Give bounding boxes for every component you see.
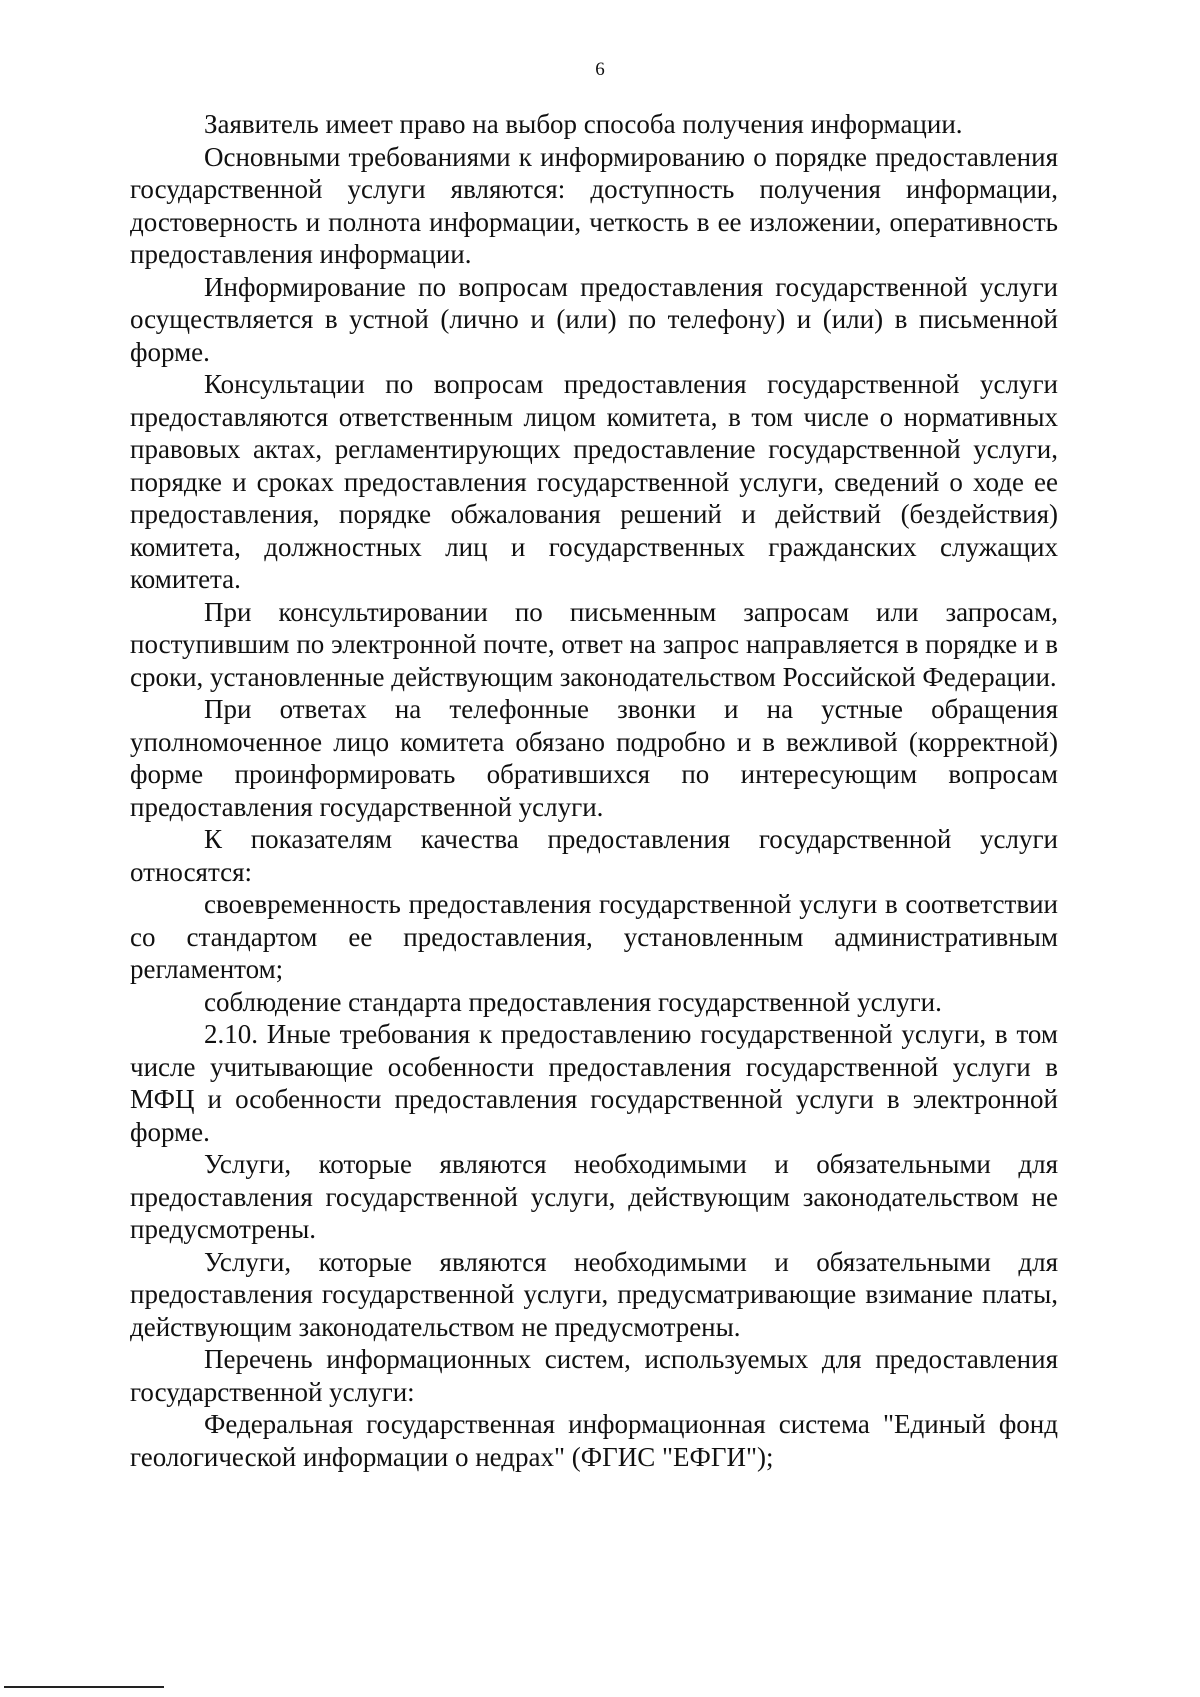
- paragraph-necessary-services: Услуги, которые являются необходимыми и обязательными для предоставления государственной услуги, действующим законодательством не предусмотрены.: [130, 1149, 1058, 1244]
- paragraph-informing-forms: Информирование по вопросам предоставления государственной услуги осуществляется в устной (лично и (или) по телефону) и (или) в письменной форме.: [130, 271, 1058, 367]
- document-body: [130, 108, 1058, 1473]
- paragraph-information-requirements: Основными требованиями к информированию о порядке предоставления государственной услуги являются: доступность получения информации, достоверность и полнота информации, четкость в ее изложении, оперативность предоставления информации.: [130, 141, 1058, 269]
- paragraph-paid-services: Услуги, которые являются необходимыми и обязательными для предоставления государственной услуги, предусматривающие взимание платы, действующим законодательством не предусмотрены.: [130, 1246, 1058, 1342]
- paragraph-quality-indicators: К показателям качества предоставления государственной услуги относятся:: [130, 824, 1058, 887]
- paragraph-section-2-10: 2.10. Иные требования к предоставлению государственной услуги, в том числе учитывающие особенности предоставления государственной услуги в МФЦ и особенности предоставления государственной услуги в электронной форме.: [130, 1019, 1058, 1147]
- paragraph-fgis-efgi: Федеральная государственная информационная система "Единый фонд геологической информации о недрах" (ФГИС "ЕФГИ");: [130, 1409, 1058, 1472]
- paragraph-written-requests: При консультировании по письменным запросам или запросам, поступившим по электронной почте, ответ на запрос направляется в порядке и в сроки, установленные действующим законодательством Российской Федерации.: [130, 596, 1058, 692]
- page-number: 6: [595, 59, 605, 80]
- paragraph-information-systems: Перечень информационных систем, используемых для предоставления государственной услуги:: [130, 1344, 1058, 1407]
- paragraph-consultations: Консультации по вопросам предоставления государственной услуги предоставляются ответственным лицом комитета, в том числе о нормативных правовых актах, регламентирующих предоставление государственной услуги, порядке и сроках предоставления государственной услуги, сведений о ходе ее предоставления, порядке обжалования решений и действий (бездействия) комитета, должностных лиц и государственных гражданских служащих комитета.: [130, 369, 1058, 594]
- paragraph-timeliness: своевременность предоставления государственной услуги в соответствии со стандартом ее предоставления, установленным административным регламентом;: [130, 889, 1058, 984]
- paragraph-phone-answers: При ответах на телефонные звонки и на устные обращения уполномоченное лицо комитета обязано подробно и в вежливой (корректной) форме проинформировать обратившихся по интересующим вопросам предоставления государственной услуги.: [130, 694, 1058, 822]
- paragraph-right-to-choose: Заявитель имеет право на выбор способа получения информации.: [204, 109, 963, 139]
- paragraph-standard-compliance: соблюдение стандарта предоставления государственной услуги.: [204, 986, 942, 1017]
- footnote-divider: [4, 1686, 164, 1688]
